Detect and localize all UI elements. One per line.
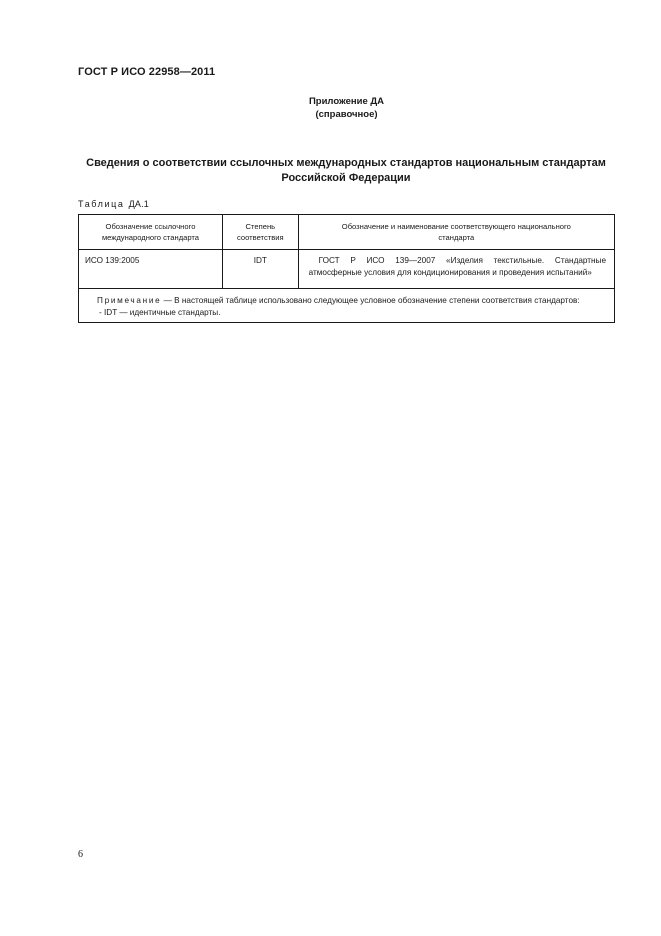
table-note [79, 289, 615, 323]
appendix-title: Приложение ДА [308, 96, 385, 107]
header-degree [222, 215, 298, 250]
section-title-line-1: Сведения о соответствии ссылочных международных стандартов национальным стандартам [86, 157, 606, 169]
cell-degree: IDT [222, 250, 298, 289]
document-code: ГОСТ Р ИСО 22958—2011 [78, 66, 216, 78]
note-paragraph [87, 295, 606, 307]
page-number: 6 [78, 849, 83, 860]
note-text: — В настоящей таблице использовано следующее условное обозначение степени соответствия стандартов: [161, 296, 580, 305]
section-title [78, 156, 614, 186]
table-label [78, 199, 149, 209]
cell-ref-standard: ИСО 139:2005 [79, 250, 223, 289]
correspondence-table [78, 214, 615, 323]
table-header-row [79, 215, 615, 250]
table-label-word: Таблица [78, 199, 125, 209]
national-standard-text: ГОСТ Р ИСО 139—2007 «Изделия текстильные. Стандартные атмосферные условия для кондиционирования и проведения испытаний» [308, 256, 606, 277]
header-national-standard [298, 215, 614, 250]
note-word: Примечание [97, 296, 162, 305]
cell-national-standard [298, 250, 614, 289]
appendix-type: (справочное) [315, 109, 378, 120]
table-label-number: ДА.1 [128, 199, 150, 209]
table-row [79, 250, 615, 289]
header-degree-line-1: Степень [245, 222, 276, 231]
header-ref-standard-line-2: международного стандарта [101, 233, 200, 242]
table-note-row [79, 289, 615, 323]
header-degree-line-2: соответствия [237, 233, 284, 242]
header-ref-standard [79, 215, 223, 250]
header-national-standard-line-2: стандарта [438, 233, 475, 242]
section-title-line-2: Российской Федерации [281, 172, 411, 184]
note-item: - IDT — идентичные стандарты. [99, 307, 221, 317]
header-ref-standard-line-1: Обозначение ссылочного [105, 222, 196, 231]
header-national-standard-line-1: Обозначение и наименование соответствующего национального [341, 222, 571, 231]
